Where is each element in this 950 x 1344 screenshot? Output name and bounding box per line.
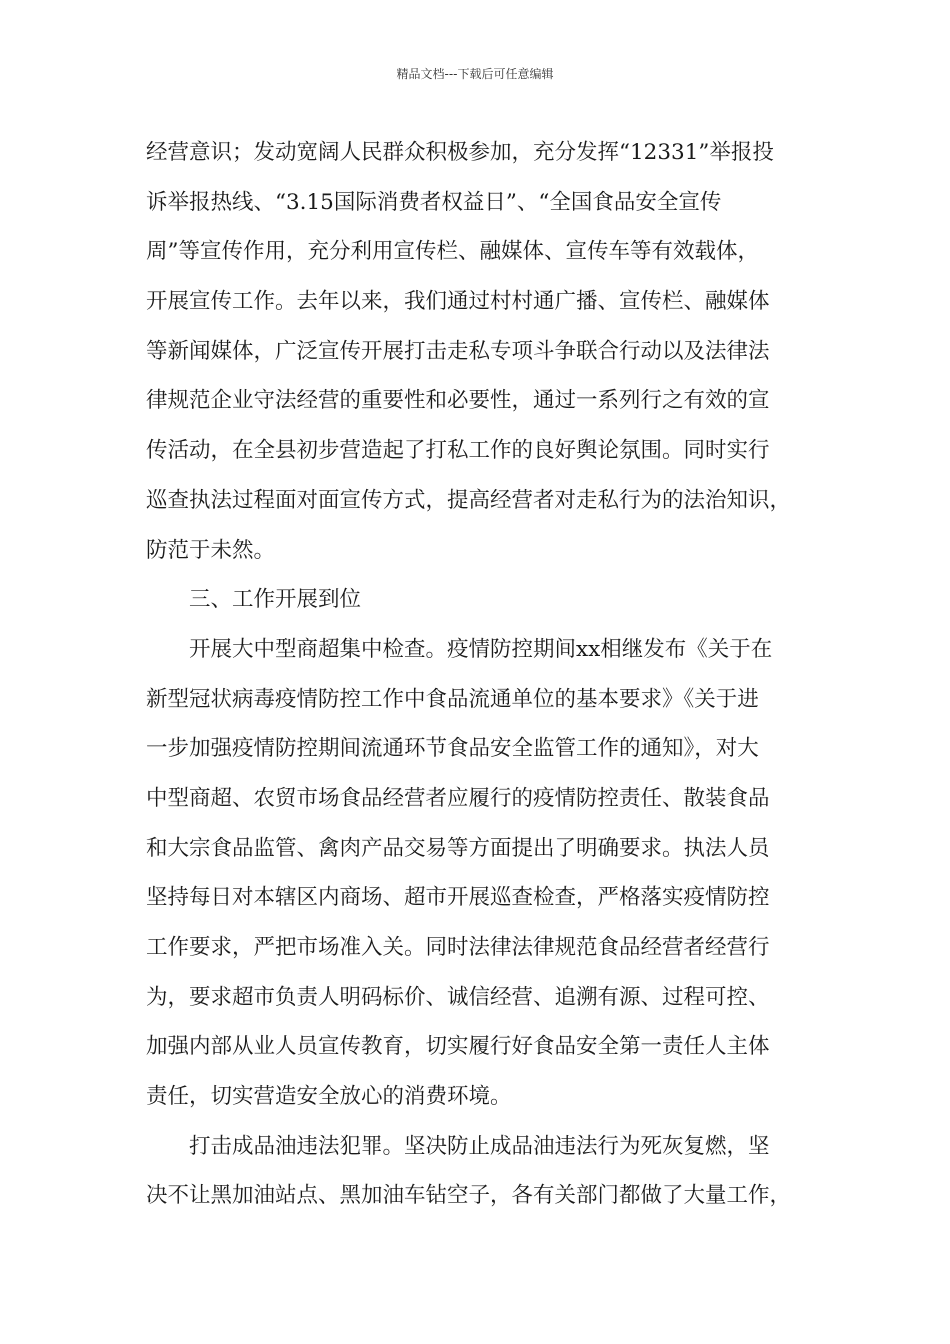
text-line: 巡查执法过程面对面宣传方式，提高经营者对走私行为的法治知识，: [146, 487, 792, 513]
text-line: 责任，切实营造安全放心的消费环境。: [146, 1084, 512, 1110]
text-line: 中型商超、农贸市场食品经营者应履行的疫情防控责任、散装食品: [146, 785, 770, 811]
page-header: 精品文档---下载后可任意编辑: [396, 67, 554, 81]
text-line: 传活动，在全县初步营造起了打私工作的良好舆论氛围。同时实行: [146, 438, 770, 464]
text-line: 一步加强疫情防控期间流通环节食品安全监管工作的通知》，对大: [146, 736, 759, 762]
text-line: 三、工作开展到位: [189, 587, 362, 613]
text-line: 诉举报热线、“3.15国际消费者权益日”、“全国食品安全宣传: [146, 189, 722, 215]
text-line: 和大宗食品监管、禽肉产品交易等方面提出了明确要求。执法人员: [146, 835, 770, 861]
text-line: 加强内部从业人员宣传教育，切实履行好食品安全第一责任人主体: [146, 1034, 770, 1060]
text-line: 为，要求超市负责人明码标价、诚信经营、追溯有源、过程可控、: [146, 984, 770, 1010]
text-line: 防范于未然。: [146, 537, 276, 563]
text-line: 开展宣传工作。去年以来，我们通过村村通广播、宣传栏、融媒体: [146, 289, 770, 315]
text-line: 打击成品油违法犯罪。坚决防止成品油违法行为死灰复燃，坚: [189, 1133, 770, 1159]
text-line: 律规范企业守法经营的重要性和必要性，通过一系列行之有效的宣: [146, 388, 770, 414]
document-body: [146, 128, 826, 1221]
text-line: 新型冠状病毒疫情防控工作中食品流通单位的基本要求》《关于进: [146, 686, 759, 712]
text-line: 工作要求，严把市场准入关。同时法律法律规范食品经营者经营行: [146, 935, 770, 960]
text-line: 开展大中型商超集中检查。疫情防控期间xx相继发布《关于在: [189, 636, 773, 662]
text-line: 周”等宣传作用，充分利用宣传栏、融媒体、宣传车等有效载体，: [146, 239, 759, 265]
text-line: 经营意识；发动宽阔人民群众积极参加，充分发挥“12331”举报投: [146, 140, 774, 165]
text-line: 等新闻媒体，广泛宣传开展打击走私专项斗争联合行动以及法律法: [146, 338, 770, 364]
text-line: 决不让黑加油站点、黑加油车钻空子，各有关部门都做了大量工作，: [146, 1183, 792, 1209]
text-line: 坚持每日对本辖区内商场、超市开展巡查检查，严格落实疫情防控: [146, 885, 770, 911]
